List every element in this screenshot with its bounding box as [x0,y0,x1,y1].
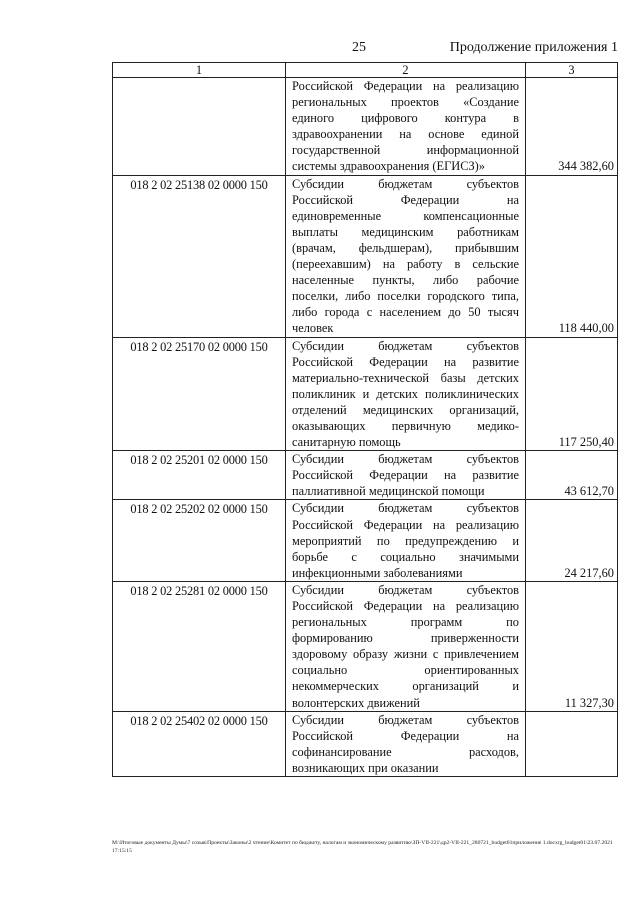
row-description: Субсидии бюджетам субъектов Российской Федерации на развитие паллиативной медицинской помощи [286,451,526,500]
row-description: Субсидии бюджетам субъектов Российской Федерации на реализацию мероприятий по предупреждению и борьбе с социально значимыми инфекционными заболеваниями [286,500,526,581]
row-code: 018 2 02 25202 02 0000 150 [113,500,286,581]
budget-table [112,62,618,777]
footer-file-path: М:\Итоговые документы Думы\7 созыв\Проекты\Законы\2 чтение\Комитет по бюджету, налогам и экономическому развитию\ЗП-VII-221\др2-VII-221_280721_budget01приложение 1.docxrg_budget01\23.07.2021 17:15:15 [112,840,613,854]
table-row [113,581,618,711]
table-row [113,451,618,500]
table-row [113,711,618,776]
row-description: Субсидии бюджетам субъектов Российской Федерации на развитие материально-технической базы детских поликлиник и детских поликлинических отделений медицинских организаций, оказывающих первичную медико-санитарную помощь [286,337,526,451]
row-code [113,78,286,176]
table-row [113,175,618,337]
column-header-code: 1 [113,63,286,78]
row-code: 018 2 02 25138 02 0000 150 [113,175,286,337]
row-amount: 11 327,30 [526,581,618,711]
row-code: 018 2 02 25201 02 0000 150 [113,451,286,500]
row-code: 018 2 02 25281 02 0000 150 [113,581,286,711]
column-header-amount: 3 [526,63,618,78]
row-code: 018 2 02 25170 02 0000 150 [113,337,286,451]
row-description: Субсидии бюджетам субъектов Российской Федерации на реализацию региональных программ по формированию приверженности здоровому образу жизни с привлечением социально ориентированных некоммерческих организаций и волонтерских движений [286,581,526,711]
continuation-label: Продолжение приложения 1 [449,40,618,55]
row-amount: 24 217,60 [526,500,618,581]
page-number: 25 [352,40,366,55]
row-amount: 344 382,60 [526,78,618,176]
row-code: 018 2 02 25402 02 0000 150 [113,711,286,776]
table-row [113,337,618,451]
left-margin-mark [0,0,1,60]
table-row [113,78,618,176]
row-description: Российской Федерации на реализацию региональных проектов «Создание единого цифрового контура в здравоохранении на основе единой государственной информационной системы здравоохранения (ЕГИСЗ)» [286,78,526,176]
row-amount: 43 612,70 [526,451,618,500]
row-amount: 118 440,00 [526,175,618,337]
row-description: Субсидии бюджетам субъектов Российской Федерации на софинансирование расходов, возникающих при оказании [286,711,526,776]
row-amount [526,711,618,776]
table-header-row [113,63,618,78]
row-description: Субсидии бюджетам субъектов Российской Федерации на единовременные компенсационные выплаты медицинским работникам (врачам, фельдшерам), прибывшим (переехавшим) на работу в сельские населенные пункты, либо рабочие поселки, либо поселки городского типа, либо города с населением до 50 тысяч человек [286,175,526,337]
table-row [113,500,618,581]
row-amount: 117 250,40 [526,337,618,451]
column-header-description: 2 [286,63,526,78]
